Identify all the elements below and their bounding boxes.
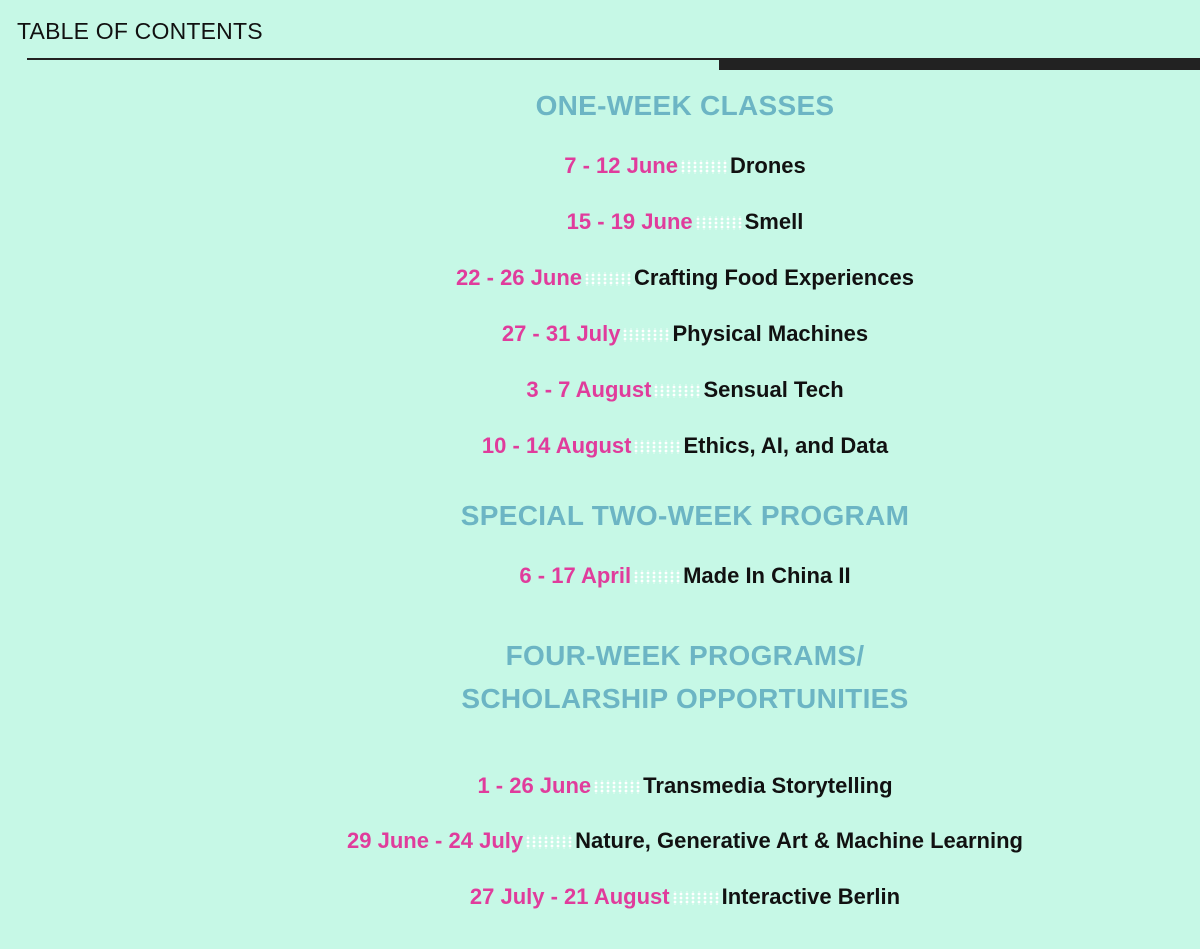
toc-entry[interactable]: [0, 773, 1200, 799]
entry-date: 27 July - 21 August: [469, 884, 670, 909]
entry-date: 6 - 17 April: [519, 563, 632, 588]
toc-entry[interactable]: [0, 433, 1200, 459]
entry-date: 1 - 26 June: [477, 773, 592, 798]
entry-title: Made In China II: [683, 563, 851, 588]
entry-title: Smell: [744, 209, 804, 234]
toc-entry[interactable]: [0, 153, 1200, 179]
entry-date: 27 - 31 July: [501, 321, 621, 346]
entry-title: Sensual Tech: [703, 377, 844, 402]
entry-date: 7 - 12 June: [564, 153, 678, 178]
section-heading-scholarship-opportunities: SCHOLARSHIP OPPORTUNITIES: [461, 683, 909, 714]
dotted-leader: [653, 384, 701, 398]
dotted-leader: [633, 440, 681, 454]
entry-title: Interactive Berlin: [721, 884, 901, 909]
dotted-leader: [622, 328, 670, 342]
entry-date: 22 - 26 June: [456, 265, 582, 290]
section-heading-one-week-classes: ONE-WEEK CLASSES: [535, 90, 835, 121]
section-heading-four-week-programs: FOUR-WEEK PROGRAMS/: [505, 640, 865, 671]
header-accent-bar: [719, 59, 1200, 70]
toc-entry[interactable]: [0, 828, 1200, 854]
entry-title: Drones: [729, 153, 806, 178]
entry-date: 15 - 19 June: [566, 209, 693, 234]
toc-entry[interactable]: [0, 884, 1200, 910]
page-title: TABLE OF CONTENTS: [17, 18, 263, 44]
dotted-leader: [680, 160, 728, 174]
entry-title: Nature, Generative Art & Machine Learning: [575, 828, 1023, 853]
entry-title: Ethics, AI, and Data: [683, 433, 889, 458]
dotted-leader: [633, 570, 681, 584]
entry-date: 10 - 14 August: [481, 433, 632, 458]
entry-title: Crafting Food Experiences: [634, 265, 914, 290]
dotted-leader: [695, 216, 743, 230]
toc-entry[interactable]: [0, 209, 1200, 235]
dotted-leader: [593, 780, 641, 794]
entry-title: Physical Machines: [672, 321, 869, 346]
toc-entry[interactable]: [0, 265, 1200, 291]
entry-date: 3 - 7 August: [526, 377, 652, 402]
entry-title: Transmedia Storytelling: [643, 773, 893, 798]
toc-entry[interactable]: [0, 563, 1200, 589]
dotted-leader: [672, 891, 720, 905]
section-heading-special-two-week-program: SPECIAL TWO-WEEK PROGRAM: [460, 500, 910, 531]
toc-entry[interactable]: [0, 377, 1200, 403]
dotted-leader: [584, 272, 632, 286]
entry-date: 29 June - 24 July: [347, 828, 524, 853]
toc-entry[interactable]: [0, 321, 1200, 347]
dotted-leader: [525, 835, 573, 849]
